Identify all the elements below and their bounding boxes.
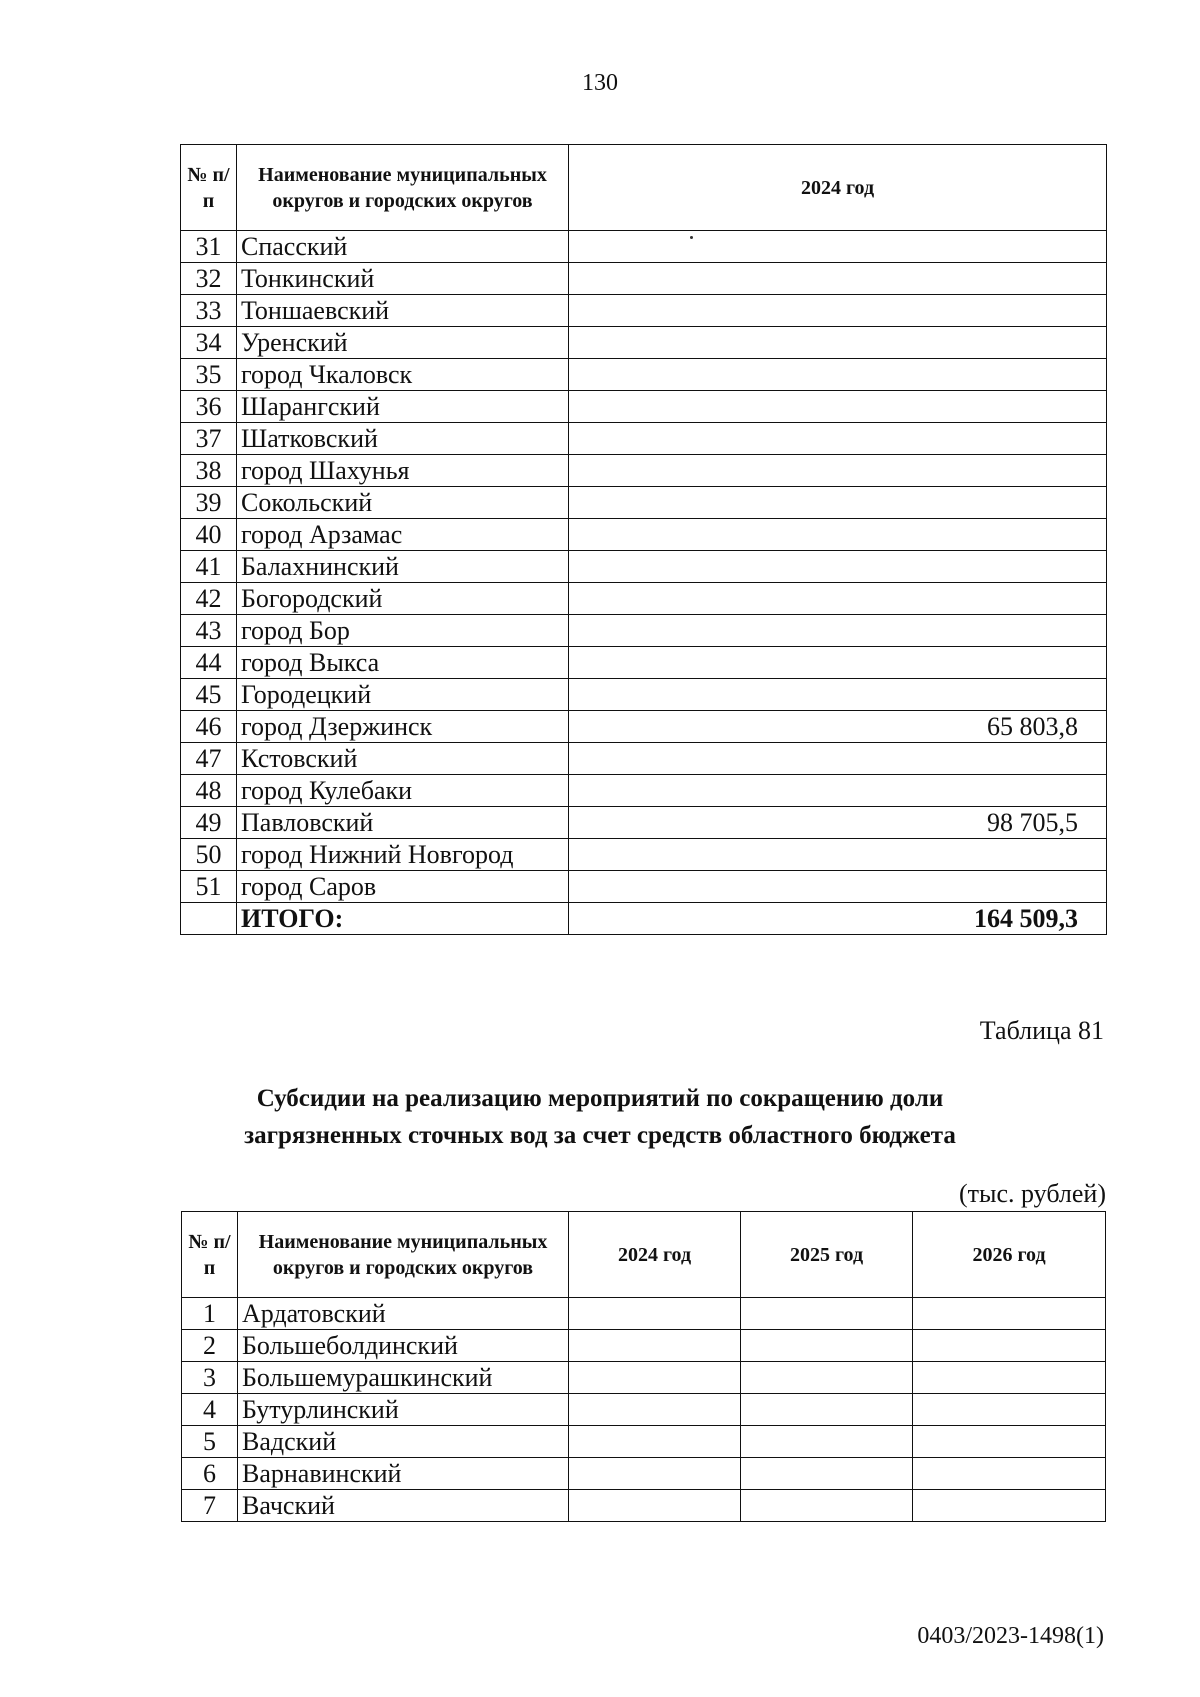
header-2025: 2025 год — [741, 1212, 913, 1298]
row-name: Большеболдинский — [238, 1330, 569, 1362]
row-value-2026 — [913, 1362, 1106, 1394]
row-name: Богородский — [237, 583, 569, 615]
row-name: Шарангский — [237, 391, 569, 423]
row-value-2024: 65 803,8 — [569, 711, 1107, 743]
row-value-2024 — [569, 647, 1107, 679]
row-name: Сокольский — [237, 487, 569, 519]
row-name: город Шахунья — [237, 455, 569, 487]
row-name: Спасский — [237, 231, 569, 263]
row-number: 7 — [182, 1490, 238, 1522]
row-number: 33 — [181, 295, 237, 327]
table-row — [181, 679, 1107, 711]
row-number: 5 — [182, 1426, 238, 1458]
table-header-row — [182, 1212, 1106, 1298]
row-value-2025 — [741, 1298, 913, 1330]
row-name: город Нижний Новгород — [237, 839, 569, 871]
table-row — [181, 775, 1107, 807]
row-value-2024 — [569, 615, 1107, 647]
table-row — [182, 1458, 1106, 1490]
table-row — [182, 1394, 1106, 1426]
row-value-2024 — [569, 1426, 741, 1458]
row-number: 42 — [181, 583, 237, 615]
row-value-2024 — [569, 327, 1107, 359]
row-value-2024 — [569, 487, 1107, 519]
row-value-2024: 98 705,5 — [569, 807, 1107, 839]
row-value-2025 — [741, 1330, 913, 1362]
row-name: Варнавинский — [238, 1458, 569, 1490]
row-value-2024 — [569, 423, 1107, 455]
table-row — [182, 1426, 1106, 1458]
table-row — [182, 1362, 1106, 1394]
units-label: (тыс. рублей) — [958, 1179, 1106, 1208]
row-value-2025 — [741, 1490, 913, 1522]
row-name: город Арзамас — [237, 519, 569, 551]
table-row — [181, 807, 1107, 839]
total-num-cell — [181, 903, 237, 935]
row-number: 41 — [181, 551, 237, 583]
row-name: Кстовский — [237, 743, 569, 775]
row-name: город Кулебаки — [237, 775, 569, 807]
row-name: город Чкаловск — [237, 359, 569, 391]
row-number: 38 — [181, 455, 237, 487]
row-value-2026 — [913, 1426, 1106, 1458]
row-number: 35 — [181, 359, 237, 391]
table-row — [181, 743, 1107, 775]
row-value-2024 — [569, 455, 1107, 487]
row-value-2024 — [569, 1490, 741, 1522]
row-name: Ардатовский — [238, 1298, 569, 1330]
row-number: 45 — [181, 679, 237, 711]
row-name: Павловский — [237, 807, 569, 839]
row-number: 36 — [181, 391, 237, 423]
table-row — [181, 839, 1107, 871]
row-value-2026 — [913, 1394, 1106, 1426]
row-number: 51 — [181, 871, 237, 903]
row-name: город Выкса — [237, 647, 569, 679]
row-number: 46 — [181, 711, 237, 743]
table-row — [181, 391, 1107, 423]
table-row — [181, 455, 1107, 487]
row-name: Бутурлинский — [238, 1394, 569, 1426]
table-row — [181, 327, 1107, 359]
row-value-2024 — [569, 231, 1107, 263]
row-number: 34 — [181, 327, 237, 359]
row-value-2024 — [569, 295, 1107, 327]
row-name: город Дзержинск — [237, 711, 569, 743]
table-row — [182, 1490, 1106, 1522]
row-name: Уренский — [237, 327, 569, 359]
row-name: Большемурашкинский — [238, 1362, 569, 1394]
row-name: Тонкинский — [237, 263, 569, 295]
header-num: № п/п — [181, 145, 237, 231]
row-value-2024 — [569, 679, 1107, 711]
header-name: Наименование муниципальных округов и городских округов — [237, 145, 569, 231]
row-name: Тоншаевский — [237, 295, 569, 327]
row-value-2026 — [913, 1298, 1106, 1330]
table-row — [181, 231, 1107, 263]
table-row — [181, 359, 1107, 391]
row-name: Вадский — [238, 1426, 569, 1458]
table-row — [181, 487, 1107, 519]
header-num: № п/п — [182, 1212, 238, 1298]
row-value-2025 — [741, 1458, 913, 1490]
row-name: город Саров — [237, 871, 569, 903]
row-number: 47 — [181, 743, 237, 775]
table-row — [181, 871, 1107, 903]
table-caption: Таблица 81 — [979, 1016, 1104, 1045]
row-name: Вачский — [238, 1490, 569, 1522]
page-number: 130 — [582, 70, 618, 96]
row-value-2025 — [741, 1426, 913, 1458]
document-code: 0403/2023-1498(1) — [917, 1623, 1104, 1649]
row-value-2024 — [569, 551, 1107, 583]
row-name: Городецкий — [237, 679, 569, 711]
row-number: 37 — [181, 423, 237, 455]
table-row — [181, 647, 1107, 679]
table-title — [0, 1080, 1200, 1154]
table-row — [181, 711, 1107, 743]
row-number: 31 — [181, 231, 237, 263]
row-value-2024 — [569, 1458, 741, 1490]
row-value-2024 — [569, 359, 1107, 391]
table-title-text: Субсидии на реализацию мероприятий по сокращению доли загрязненных сточных вод за счет средств областного бюджета — [244, 1085, 956, 1149]
total-label: ИТОГО: — [237, 903, 569, 935]
row-number: 32 — [181, 263, 237, 295]
row-value-2024 — [569, 871, 1107, 903]
table-header-row — [181, 145, 1107, 231]
row-name: Балахнинский — [237, 551, 569, 583]
row-value-2024 — [569, 391, 1107, 423]
table-row — [181, 519, 1107, 551]
table-row — [181, 423, 1107, 455]
table-row — [181, 295, 1107, 327]
row-value-2025 — [741, 1394, 913, 1426]
row-number: 3 — [182, 1362, 238, 1394]
row-number: 43 — [181, 615, 237, 647]
total-row — [181, 903, 1107, 935]
subsidy-table-2024 — [180, 144, 1107, 935]
row-name: Шатковский — [237, 423, 569, 455]
row-value-2024 — [569, 519, 1107, 551]
row-value-2024 — [569, 1362, 741, 1394]
table-row — [182, 1298, 1106, 1330]
row-number: 4 — [182, 1394, 238, 1426]
header-name: Наименование муниципальных округов и городских округов — [238, 1212, 569, 1298]
row-value-2024 — [569, 1394, 741, 1426]
header-2024: 2024 год — [569, 145, 1107, 231]
row-value-2024 — [569, 775, 1107, 807]
row-value-2026 — [913, 1490, 1106, 1522]
table-row — [182, 1330, 1106, 1362]
row-number: 49 — [181, 807, 237, 839]
header-2026: 2026 год — [913, 1212, 1106, 1298]
row-value-2024 — [569, 743, 1107, 775]
table-row — [181, 615, 1107, 647]
row-number: 39 — [181, 487, 237, 519]
header-2024: 2024 год — [569, 1212, 741, 1298]
table-row — [181, 263, 1107, 295]
row-value-2026 — [913, 1330, 1106, 1362]
row-name: город Бор — [237, 615, 569, 647]
row-number: 40 — [181, 519, 237, 551]
row-value-2024 — [569, 1298, 741, 1330]
row-number: 50 — [181, 839, 237, 871]
table-row — [181, 583, 1107, 615]
row-value-2024 — [569, 263, 1107, 295]
total-value: 164 509,3 — [569, 903, 1107, 935]
table-row — [181, 551, 1107, 583]
subsidy-table-2024-2026 — [181, 1211, 1106, 1522]
row-value-2024 — [569, 583, 1107, 615]
row-number: 2 — [182, 1330, 238, 1362]
row-value-2024 — [569, 1330, 741, 1362]
row-number: 44 — [181, 647, 237, 679]
row-value-2026 — [913, 1458, 1106, 1490]
row-value-2025 — [741, 1362, 913, 1394]
row-number: 48 — [181, 775, 237, 807]
row-value-2024 — [569, 839, 1107, 871]
row-number: 6 — [182, 1458, 238, 1490]
row-number: 1 — [182, 1298, 238, 1330]
